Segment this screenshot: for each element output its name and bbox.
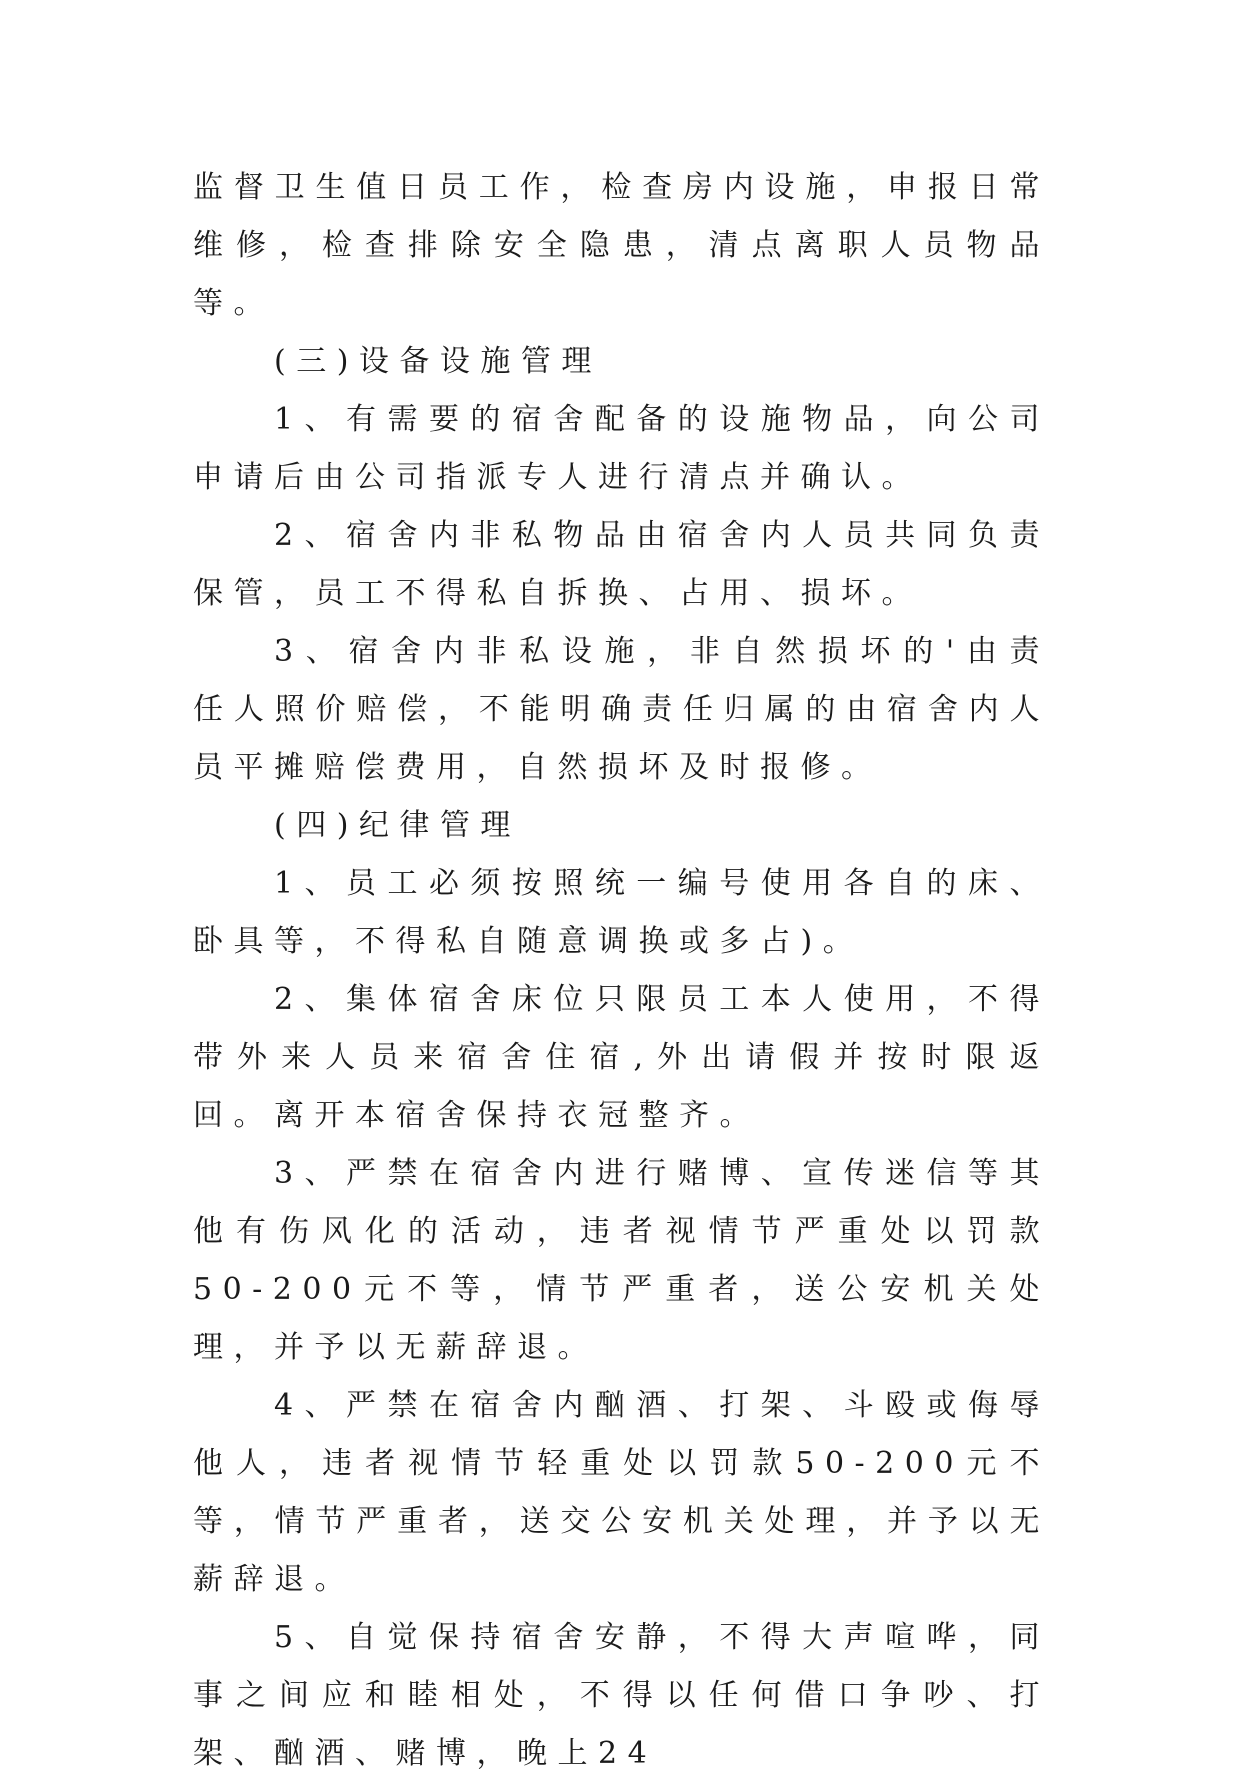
paragraph-equipment-2: 2、宿舍内非私物品由宿舍内人员共同负责保管，员工不得私自拆换、占用、损坏。: [193, 518, 1050, 611]
paragraph-continuation: 监督卫生值日员工作，检查房内设施，申报日常维修，检查排除安全隐患，清点离职人员物品等。: [193, 170, 1050, 321]
paragraph-equipment-3: 3、宿舍内非私设施，非自然损坏的'由责任人照价赔偿，不能明确责任归属的由宿舍内人员平摊赔偿费用，自然损坏及时报修。: [193, 634, 1050, 785]
paragraph-equipment-1: 1、有需要的宿舍配备的设施物品，向公司申请后由公司指派专人进行清点并确认。: [193, 402, 1050, 495]
paragraph-discipline-1: 1、员工必须按照统一编号使用各自的床、卧具等，不得私自随意调换或多占)。: [193, 866, 1050, 959]
document-page: [193, 159, 1050, 1783]
paragraph-discipline-3: 3、严禁在宿舍内进行赌博、宣传迷信等其他有伤风化的活动，违者视情节严重处以罚款50-200元不等，情节严重者，送公安机关处理，并予以无薪辞退。: [193, 1156, 1050, 1365]
paragraph-discipline-2: 2、集体宿舍床位只限员工本人使用，不得带外来人员来宿舍住宿,外出请假并按时限返回。离开本宿舍保持衣冠整齐。: [193, 982, 1050, 1133]
section-heading-discipline: (四)纪律管理: [274, 808, 521, 843]
paragraph-discipline-5: 5、自觉保持宿舍安静，不得大声喧哗，同事之间应和睦相处，不得以任何借口争吵、打架、酗酒、赌博，晚上24: [193, 1620, 1050, 1771]
section-heading-equipment: (三)设备设施管理: [274, 344, 602, 379]
paragraph-discipline-4: 4、严禁在宿舍内酗酒、打架、斗殴或侮辱他人，违者视情节轻重处以罚款50-200元不等，情节严重者，送交公安机关处理，并予以无薪辞退。: [193, 1388, 1050, 1597]
